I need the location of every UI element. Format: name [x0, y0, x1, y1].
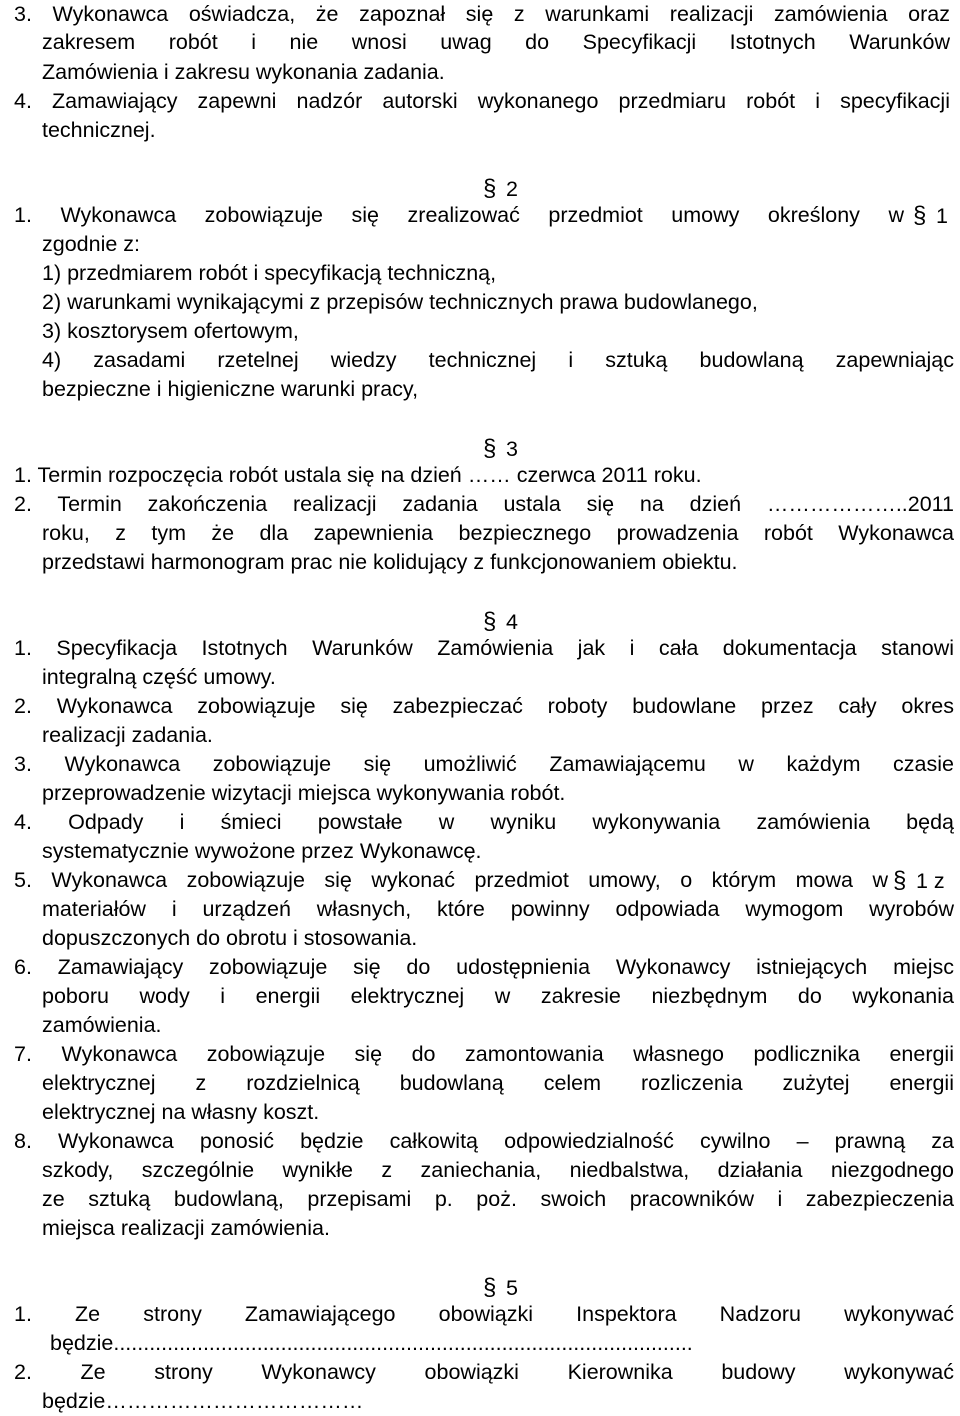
s4-line: elektrycznej z rozdzielnicą budowlaną celem rozliczenia zużytej energii	[42, 1071, 954, 1095]
section-5-heading	[482, 1271, 518, 1302]
s4-line: 3. Wykonawca zobowiązuje się umożliwić Zamawiającemu w każdym czasie	[14, 752, 954, 776]
s2-line: zgodnie z:	[42, 232, 141, 256]
section-4-heading	[482, 605, 518, 636]
s2-line: 4) zasadami rzetelnej wiedzy technicznej i sztuką budowlaną zapewniając	[42, 348, 954, 372]
section-ref-number: 1 z	[915, 869, 945, 893]
s2-line: 2) warunkami wynikającymi z przepisów technicznych prawa budowlanego,	[42, 290, 758, 314]
svg-text:§: §	[483, 1274, 497, 1301]
s3-line: 2. Termin zakończenia realizacji zadania ustala się na dzień ………………..2011	[14, 492, 954, 516]
s4-line: poboru wody i energii elektrycznej w zakresie niezbędnym do wykonania	[42, 984, 954, 1008]
s5-line: będzie………………………………	[42, 1389, 364, 1413]
section-number: 3	[505, 437, 518, 461]
section-sign-icon	[912, 199, 930, 229]
s2-line: bezpieczne i higieniczne warunki pracy,	[42, 377, 419, 401]
s4-line: przeprowadzenie wizytacji miejsca wykonywania robót.	[42, 781, 566, 805]
s4-line: 4. Odpady i śmieci powstałe w wyniku wykonywania zamówienia będą	[14, 810, 954, 834]
s5-line: 2. Ze strony Wykonawcy obowiązki Kierownika budowy wykonywać	[14, 1360, 954, 1384]
s4-line: 6. Zamawiający zobowiązuje się do udostępnienia Wykonawcy istniejących miejsc	[14, 955, 954, 979]
section-3-heading	[482, 432, 518, 463]
section-ref-number: 1	[935, 204, 948, 228]
s2-line-text: 1. Wykonawca zobowiązuje się zrealizować przedmiot umowy określony w	[14, 203, 904, 227]
intro-line: Zamówienia i zakresu wykonania zadania.	[42, 60, 445, 84]
svg-text:§: §	[483, 175, 497, 202]
section-sign-icon	[482, 432, 500, 462]
s4-line-ref	[892, 864, 945, 895]
section-sign-icon	[482, 172, 500, 202]
s4-line: systematycznie wywożone przez Wykonawcę.	[42, 839, 482, 863]
s3-line: 1. Termin rozpoczęcia robót ustala się na dzień …… czerwca 2011 roku.	[14, 463, 702, 487]
intro-line: 4. Zamawiający zapewni nadzór autorski wykonanego przedmiaru robót i specyfikacji	[14, 89, 950, 113]
s4-line: 7. Wykonawca zobowiązuje się do zamontowania własnego podlicznika energii	[14, 1042, 954, 1066]
s4-line	[14, 866, 894, 894]
s4-line: szkody, szczególnie wynikłe z zaniechania, niedbalstwa, działania niezgodnego	[42, 1158, 954, 1182]
section-number: 5	[505, 1276, 518, 1300]
svg-text:§: §	[483, 435, 497, 462]
s4-line: realizacji zadania.	[42, 723, 213, 747]
section-sign-icon	[482, 1271, 500, 1301]
s3-line: przedstawi harmonogram prac nie kolidujący z funkcjonowaniem obiektu.	[42, 550, 738, 574]
section-number: 2	[505, 177, 518, 201]
s4-line: 1. Specyfikacja Istotnych Warunków Zamówienia jak i cała dokumentacja stanowi	[14, 636, 954, 660]
s4-line: ze sztuką budowlaną, przepisami p. poż. swoich pracowników i zabezpieczenia	[42, 1187, 954, 1211]
s4-line: integralną część umowy.	[42, 665, 276, 689]
s4-line: 2. Wykonawca zobowiązuje się zabezpieczać roboty budowlane przez cały okres	[14, 694, 954, 718]
s2-line: 3) kosztorysem ofertowym,	[42, 319, 299, 343]
svg-text:§: §	[893, 867, 907, 894]
section-sign-icon	[892, 864, 910, 894]
s4-line: dopuszczonych do obrotu i stosowania.	[42, 926, 418, 950]
s4-line: miejsca realizacji zamówienia.	[42, 1216, 330, 1240]
s4-line: zamówienia.	[42, 1013, 162, 1037]
s4-line-text: 5. Wykonawca zobowiązuje się wykonać przedmiot umowy, o którym mowa w	[14, 868, 888, 892]
intro-line: zakresem robót i nie wnosi uwag do Specyfikacji Istotnych Warunków	[42, 30, 950, 54]
svg-text:§: §	[483, 608, 497, 635]
s3-line: roku, z tym że dla zapewnienia bezpiecznego prowadzenia robót Wykonawca	[42, 521, 954, 545]
s4-line: 8. Wykonawca ponosić będzie całkowitą odpowiedzialność cywilno – prawną za	[14, 1129, 954, 1153]
section-2-heading	[482, 172, 518, 203]
s2-line-ref	[912, 199, 948, 230]
intro-line: technicznej.	[42, 118, 156, 142]
section-sign-icon	[482, 605, 500, 635]
s4-line: elektrycznej na własny koszt.	[42, 1100, 320, 1124]
s5-line: 1. Ze strony Zamawiającego obowiązki Inspektora Nadzoru wykonywać	[14, 1302, 954, 1326]
svg-text:§: §	[913, 202, 927, 229]
s4-line: materiałów i urządzeń własnych, które powinny odpowiada wymogom wyrobów	[42, 897, 954, 921]
section-number: 4	[505, 610, 518, 634]
s2-line: 1) przedmiarem robót i specyfikacją techniczną,	[42, 261, 497, 285]
s5-line: będzie.................................................................................................	[50, 1331, 693, 1355]
intro-line: 3. Wykonawca oświadcza, że zapoznał się z warunkami realizacji zamówienia oraz	[14, 2, 950, 26]
s2-line	[14, 201, 927, 229]
